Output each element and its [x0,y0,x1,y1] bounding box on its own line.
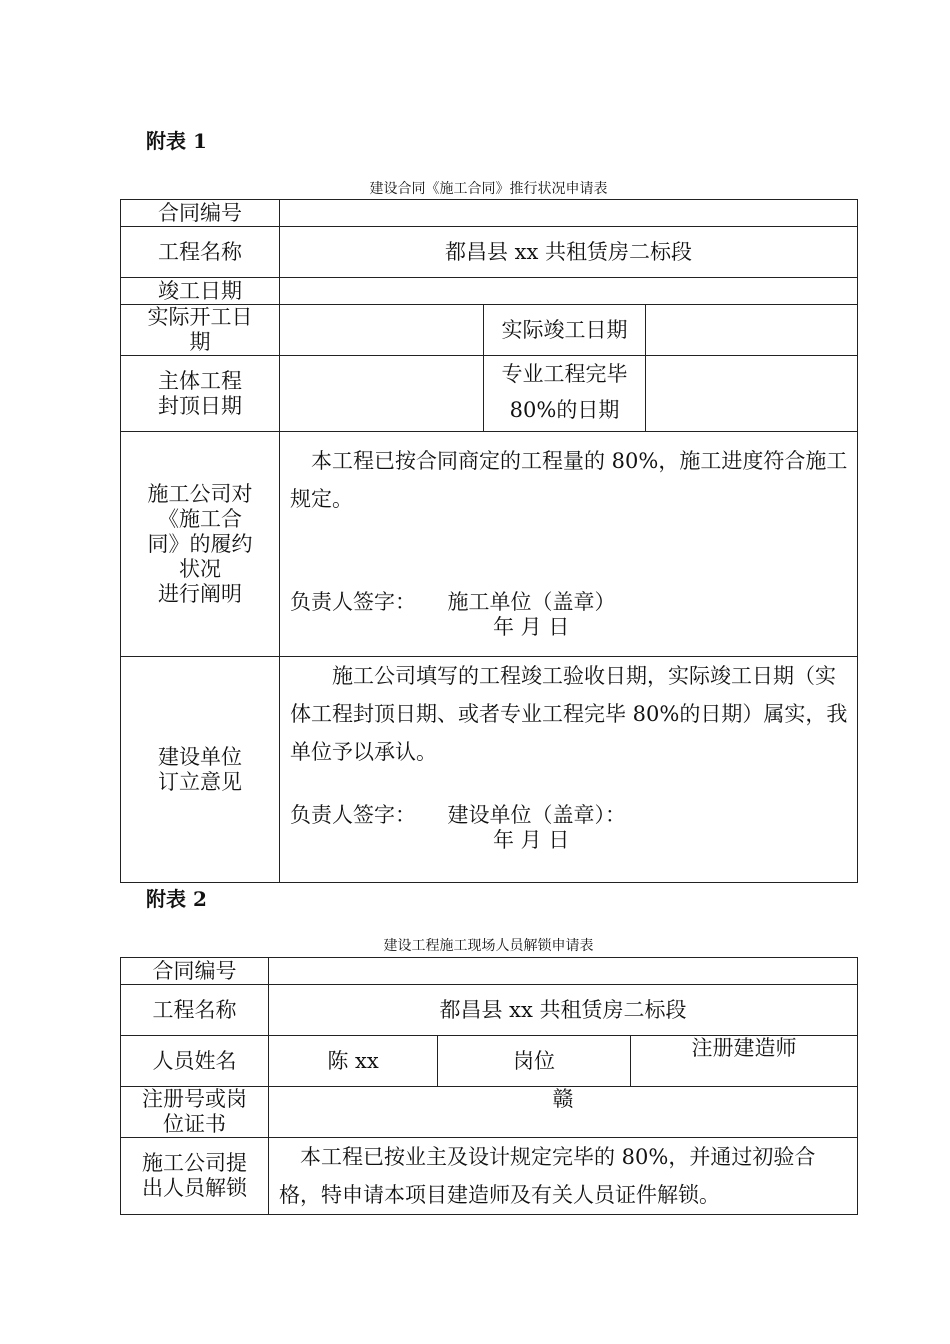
contractor-statement-label [121,432,280,657]
unlock-request-paragraph: 本工程已按业主及设计规定完毕的 80%，并通过初验合格，特申请本项目建造师及有关人员证件解锁。 [279,1145,816,1207]
completion-date-value [280,278,858,305]
request-label-line1: 施工公司提 [142,1151,247,1175]
contractor-signature-line: 负责人签字： 施工单位（盖章） [290,590,616,614]
actual-completion-value [646,305,858,356]
s2-contract-no-label: 合同编号 [121,958,269,985]
reg-no-label-line1: 注册号或岗 [142,1087,247,1111]
reg-no-label [121,1087,269,1138]
completion-date-label: 竣工日期 [121,278,280,305]
actual-start-label-line1: 实际开工日 [147,305,253,329]
owner-opinion-text: 施工公司填写的工程竣工验收日期，实际竣工日期（实体工程封顶日期、或者专业工程完毕 80%的日期）属实，我单位予以承认。 [290,664,848,764]
owner-label-line1: 建设单位 [158,744,242,769]
main-topping-value [280,356,484,432]
special-completion-value [646,356,858,432]
special-label-line1: 专业工程完毕 [501,362,628,386]
section2-heading: 附表 2 [146,887,207,911]
contract-no-label: 合同编号 [121,200,280,227]
owner-date: 年 月 日 [493,828,570,852]
main-topping-label-line1: 主体工程 [158,368,242,393]
owner-label-line2: 订立意见 [158,769,242,794]
project-name-label: 工程名称 [121,227,280,278]
contractor-label-line4: 状况 [179,556,221,581]
owner-opinion-cell [280,657,858,883]
person-name-label: 人员姓名 [121,1036,269,1087]
contractor-label-line3: 同》的履约 [147,531,253,556]
contractor-statement-cell [280,432,858,657]
actual-completion-label: 实际竣工日期 [484,305,646,356]
main-topping-label [121,356,280,432]
actual-start-label [121,305,280,356]
contractor-label-line2: 《施工合 [158,506,242,531]
unlock-request-label [121,1138,269,1215]
section1-caption: 建设合同《施工合同》推行状况申请表 [369,181,608,197]
position-value: 注册建造师 [631,1036,858,1087]
owner-opinion-label [121,657,280,883]
contractor-label-line5: 进行阐明 [158,581,242,606]
owner-signature-line: 负责人签字： 建设单位（盖章）： [290,803,626,827]
contractor-statement-text: 本工程已按合同商定的工程量的 80%，施工进度符合施工规定。 [290,449,848,511]
personnel-unlock-table [120,957,858,1215]
main-topping-label-line2: 封顶日期 [158,393,242,418]
s2-project-name-label: 工程名称 [121,985,269,1036]
request-label-line2: 出人员解锁 [142,1176,247,1200]
special-label-line2: 80%的日期 [509,398,620,422]
section2-caption: 建设工程施工现场人员解锁申请表 [383,938,594,954]
position-label: 岗位 [438,1036,631,1087]
unlock-request-text [269,1138,858,1215]
section1-heading: 附表 1 [146,129,207,153]
person-name-value: 陈 xx [269,1036,438,1087]
contract-performance-table [120,199,858,883]
s2-contract-no-value [269,958,858,985]
contractor-date: 年 月 日 [493,615,570,639]
project-name-value: 都昌县 xx 共租赁房二标段 [280,227,858,278]
actual-start-value [280,305,484,356]
special-completion-label [484,356,646,432]
contractor-label-line1: 施工公司对 [147,481,253,506]
contract-no-value [280,200,858,227]
actual-start-label-line2: 期 [189,330,211,354]
s2-project-name-value: 都昌县 xx 共租赁房二标段 [269,985,858,1036]
reg-no-value: 赣 [269,1087,858,1138]
reg-no-label-line2: 位证书 [163,1112,226,1136]
